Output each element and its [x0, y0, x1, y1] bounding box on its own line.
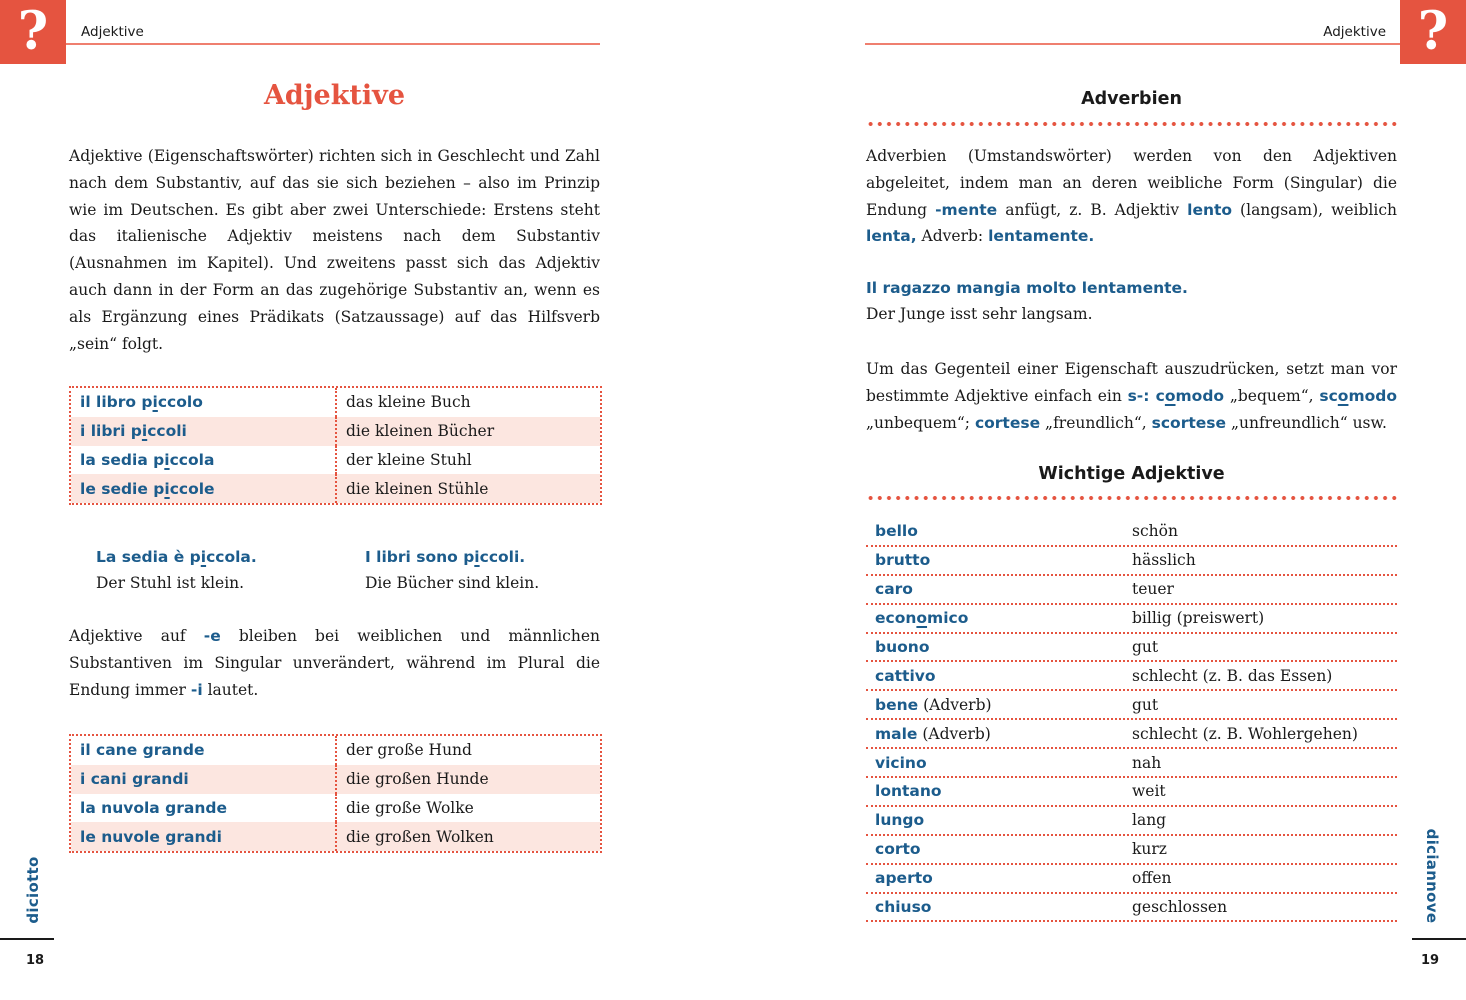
- italian-word: vicino: [875, 753, 927, 772]
- german-word: gut: [1132, 695, 1159, 714]
- italian-cell: i libri p i ccoli: [71, 417, 337, 446]
- dotted-divider: [866, 121, 1397, 127]
- vocab-row: [866, 749, 1397, 778]
- german-translation: Der Junge isst sehr langsam.: [866, 305, 1093, 323]
- table-row: [71, 474, 600, 503]
- question-mark-icon: ?: [1400, 0, 1466, 64]
- footer-rule-left: [0, 938, 54, 940]
- german-word: geschlossen: [1132, 898, 1228, 917]
- example-sentence: [365, 545, 539, 597]
- italian-word: corto: [875, 840, 921, 859]
- german-word: hässlich: [1132, 551, 1196, 570]
- german-word: schlecht (z. B. das Essen): [1132, 666, 1333, 685]
- vocab-row: [866, 634, 1397, 663]
- table-row: [71, 794, 600, 823]
- page-word-left: diciotto: [24, 856, 42, 924]
- page-word-right: diciannove: [1423, 828, 1441, 924]
- german-translation: Die Bücher sind klein.: [365, 574, 540, 592]
- italian-word: brutto: [875, 551, 931, 570]
- vocab-row: [866, 778, 1397, 807]
- vocab-row: [866, 894, 1397, 923]
- italian-word: economico: [875, 609, 969, 628]
- vocab-table: [866, 518, 1397, 922]
- running-head-right: Adjektive: [1323, 24, 1386, 40]
- table-row: [71, 736, 600, 765]
- german-cell: der große Hund: [346, 741, 472, 760]
- italian-cell: le sedie p i ccole: [71, 474, 337, 503]
- italian-cell: la nuvola grande: [71, 794, 337, 823]
- german-word: teuer: [1132, 580, 1174, 599]
- german-cell: die kleinen Bücher: [346, 422, 495, 441]
- section-heading-vocab: Wichtige Adjektive: [1038, 464, 1225, 484]
- header-rule-left: [66, 43, 600, 45]
- adverb-paragraph: Adverbien (Umstandswörter) werden von den Adjektiven abgeleitet, indem man an deren weibliche Form (Singular) die Endung -mente anfügt, z. B. Adjektiv lento (langsam), weiblich lenta, Adverb: lentamente.: [866, 147, 1397, 246]
- italian-word: lontano: [875, 782, 942, 801]
- intro-paragraph: Adjektive (Eigenschaftswörter) richten sich in Geschlecht und Zahl nach dem Substantiv, auf das sie sich beziehen – also im Prinzip wie im Deutschen. Es gibt aber zwei Unterschiede: Erstens steht das italienische Adjektiv meistens nach dem Substantiv (Ausnahmen im Kapitel). Und zweitens passt sich das Adjektiv auch dann in der Form an das zugehörige Substantiv an, wenn es als Ergänzung eines Prädikats (Satzaussage) auf das Hilfsverb „sein“ folgt.: [69, 147, 600, 353]
- page-title: Adjektive: [263, 80, 406, 111]
- vocab-row: [866, 576, 1397, 605]
- table-row: [71, 388, 600, 417]
- italian-word: bello: [875, 522, 918, 541]
- table-row: [71, 822, 600, 851]
- italian-word: aperto: [875, 869, 933, 888]
- italian-word: chiuso: [875, 898, 932, 917]
- running-head-left: Adjektive: [81, 24, 144, 40]
- vocab-row: [866, 865, 1397, 894]
- german-word: nah: [1132, 753, 1162, 772]
- italian-sentence: I libri sono piccoli.: [365, 548, 526, 566]
- italian-word: buono: [875, 638, 930, 656]
- opposite-paragraph: Um das Gegenteil einer Eigenschaft auszudrücken, setzt man vor bestimmte Adjektive einfach ein s-: comodo „bequem“, scomodo „unbequem“; cortese „freundlich“, scortese „unfreundlich“ usw.: [866, 360, 1397, 432]
- italian-word: lungo: [875, 811, 925, 830]
- header-rule-right: [865, 43, 1400, 45]
- table-row: [71, 417, 600, 446]
- italian-word: caro: [875, 580, 913, 599]
- german-word: schlecht (z. B. Wohlergehen): [1132, 724, 1358, 743]
- ending-paragraph: Adjektive auf -e bleiben bei weiblichen und männlichen Substantiven im Singular unverändert, während im Plural die Endung immer -i lautet.: [69, 627, 600, 699]
- vocab-row: [866, 518, 1397, 547]
- dotted-divider: [866, 495, 1397, 501]
- table-row: [71, 446, 600, 475]
- section-heading-adverbs: Adverbien: [1081, 89, 1182, 109]
- vocab-row: [866, 691, 1397, 720]
- german-word: billig (preiswert): [1132, 609, 1265, 628]
- vocab-row: [866, 836, 1397, 865]
- question-mark-icon: ?: [0, 0, 66, 64]
- page-number-left: 18: [26, 953, 45, 968]
- page-number-right: 19: [1421, 953, 1440, 968]
- vocab-row: [866, 662, 1397, 691]
- italian-word: male (Adverb): [875, 724, 991, 743]
- vocab-row: [866, 605, 1397, 634]
- italian-sentence: La sedia è piccola.: [96, 548, 257, 566]
- footer-rule-right: [1412, 938, 1466, 940]
- german-word: lang: [1132, 811, 1167, 830]
- italian-word: cattivo: [875, 666, 936, 685]
- german-translation: Der Stuhl ist klein.: [96, 574, 245, 592]
- piccolo-table: [69, 386, 602, 505]
- german-word: offen: [1132, 869, 1172, 888]
- example-sentence: [96, 545, 257, 597]
- italian-cell: i cani grandi: [71, 765, 337, 794]
- german-cell: das kleine Buch: [346, 393, 471, 412]
- german-cell: die große Wolke: [346, 798, 474, 817]
- grande-table: [69, 734, 602, 853]
- vocab-row: [866, 547, 1397, 576]
- italian-word: bene (Adverb): [875, 695, 992, 714]
- example-sentence: [866, 275, 1188, 327]
- german-cell: die kleinen Stühle: [346, 479, 489, 498]
- german-word: schön: [1132, 522, 1178, 541]
- italian-cell: le nuvole grandi: [71, 822, 337, 851]
- italian-cell: il libro p i ccolo: [71, 388, 337, 417]
- german-word: gut: [1132, 638, 1159, 656]
- vocab-row: [866, 720, 1397, 749]
- german-cell: die großen Hunde: [346, 770, 489, 789]
- italian-cell: la sedia p i ccola: [71, 446, 337, 475]
- italian-sentence: Il ragazzo mangia molto lentamente.: [866, 279, 1188, 297]
- table-row: [71, 765, 600, 794]
- italian-cell: il cane grande: [71, 736, 337, 765]
- german-word: weit: [1132, 782, 1166, 801]
- vocab-row: [866, 807, 1397, 836]
- german-word: kurz: [1132, 840, 1167, 859]
- german-cell: die großen Wolken: [346, 827, 494, 846]
- german-cell: der kleine Stuhl: [346, 450, 472, 469]
